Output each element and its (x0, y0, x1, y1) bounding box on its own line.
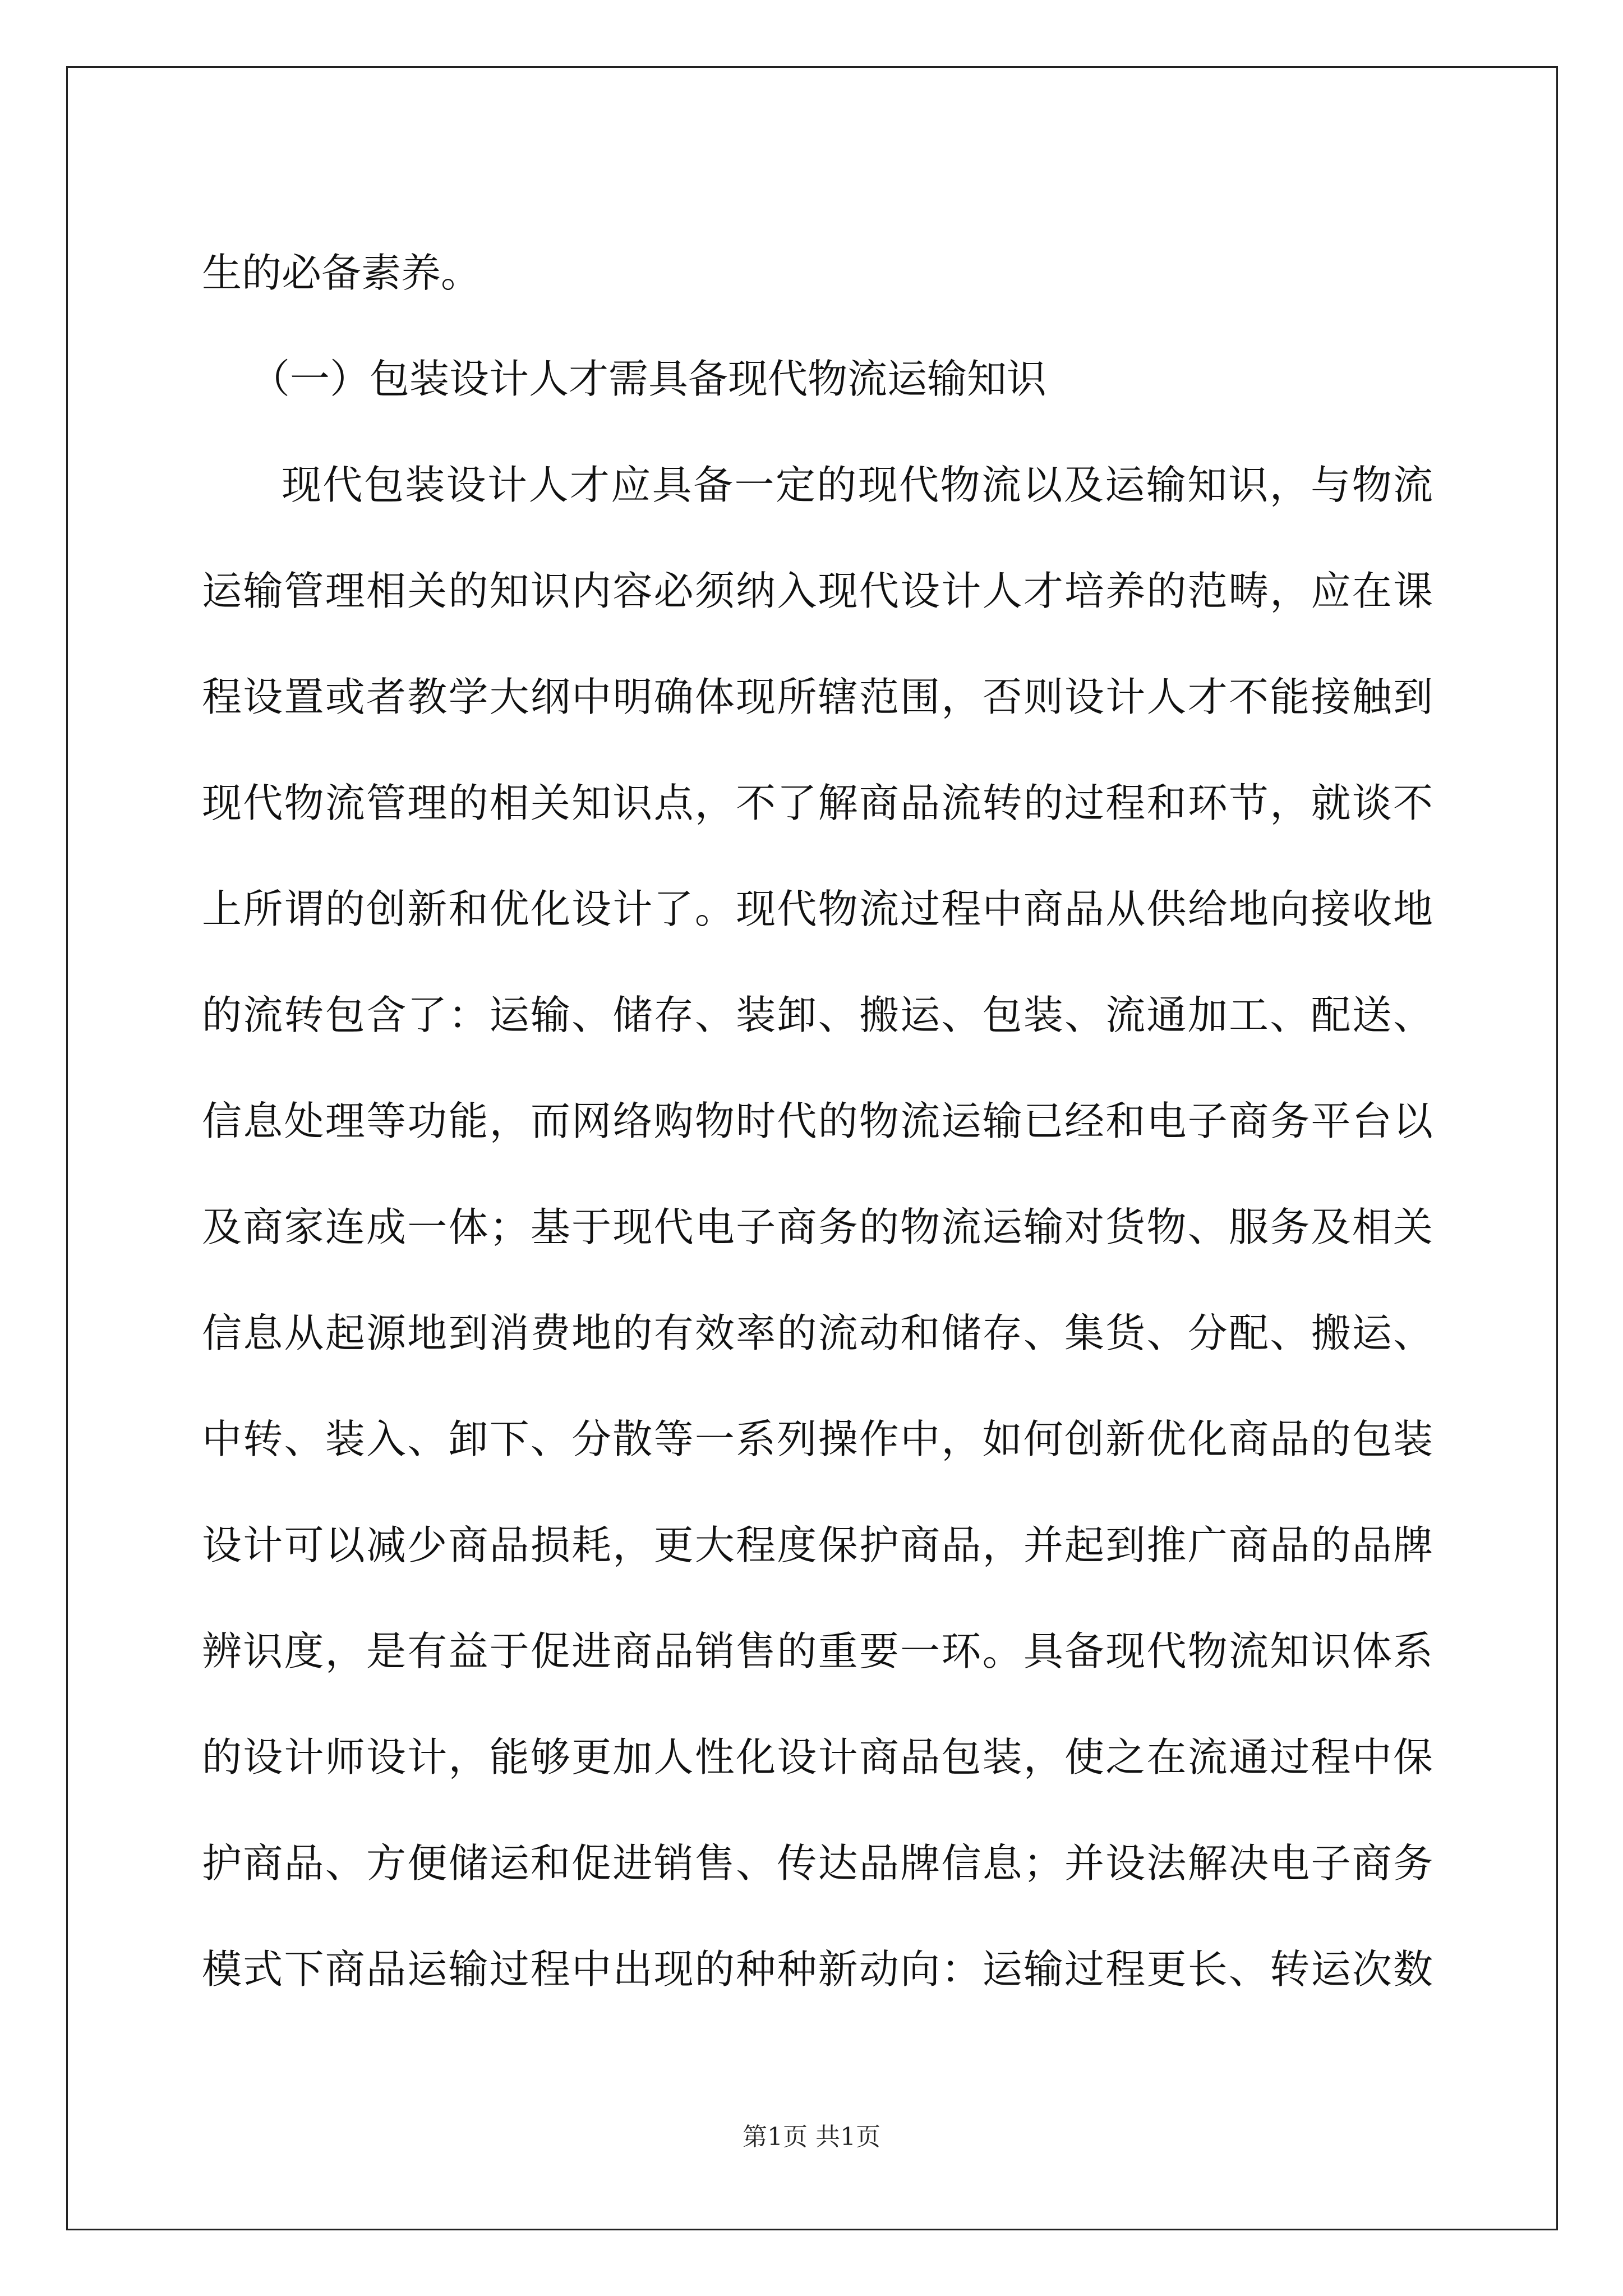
text-line: 上所谓的创新和优化设计了。现代物流过程中商品从供给地向接收地 (202, 886, 1433, 932)
page-footer (0, 2116, 1623, 2152)
text-line: 及商家连成一体；基于现代电子商务的物流运输对货物、服务及相关 (202, 1204, 1433, 1250)
paragraph-first-line: 现代包装设计人才应具备一定的现代物流以及运输知识，与物流 (282, 462, 1433, 508)
text-line: 信息处理等功能，而网络购物时代的物流运输已经和电子商务平台以 (202, 1098, 1433, 1144)
text-line: 信息从起源地到消费地的有效率的流动和储存、集货、分配、搬运、 (202, 1310, 1433, 1356)
document-body (202, 220, 1433, 2022)
text-line: 护商品、方便储运和促进销售、传达品牌信息；并设法解决电子商务 (202, 1840, 1433, 1887)
text-line: 运输管理相关的知识内容必须纳入现代设计人才培养的范畴，应在课 (202, 568, 1433, 614)
page-number: 第1页 共1页 (743, 2123, 880, 2151)
text-line: 现代物流管理的相关知识点，不了解商品流转的过程和环节，就谈不 (202, 780, 1433, 826)
text-line: 生的必备素养。 (202, 250, 481, 296)
text-line: 程设置或者教学大纲中明确体现所辖范围，否则设计人才不能接触到 (202, 674, 1433, 720)
text-line: 的流转包含了：运输、储存、装卸、搬运、包装、流通加工、配送、 (202, 992, 1433, 1038)
section-heading: （一）包装设计人才需具备现代物流运输知识 (250, 356, 1047, 402)
text-line: 设计可以减少商品损耗，更大程度保护商品，并起到推广商品的品牌 (202, 1522, 1433, 1568)
text-line: 辨识度，是有益于促进商品销售的重要一环。具备现代物流知识体系 (202, 1628, 1433, 1674)
text-line: 的设计师设计，能够更加人性化设计商品包装，使之在流通过程中保 (202, 1734, 1433, 1780)
text-line: 中转、装入、卸下、分散等一系列操作中，如何创新优化商品的包装 (202, 1416, 1433, 1462)
text-line: 模式下商品运输过程中出现的种种新动向：运输过程更长、转运次数 (202, 1946, 1433, 1993)
